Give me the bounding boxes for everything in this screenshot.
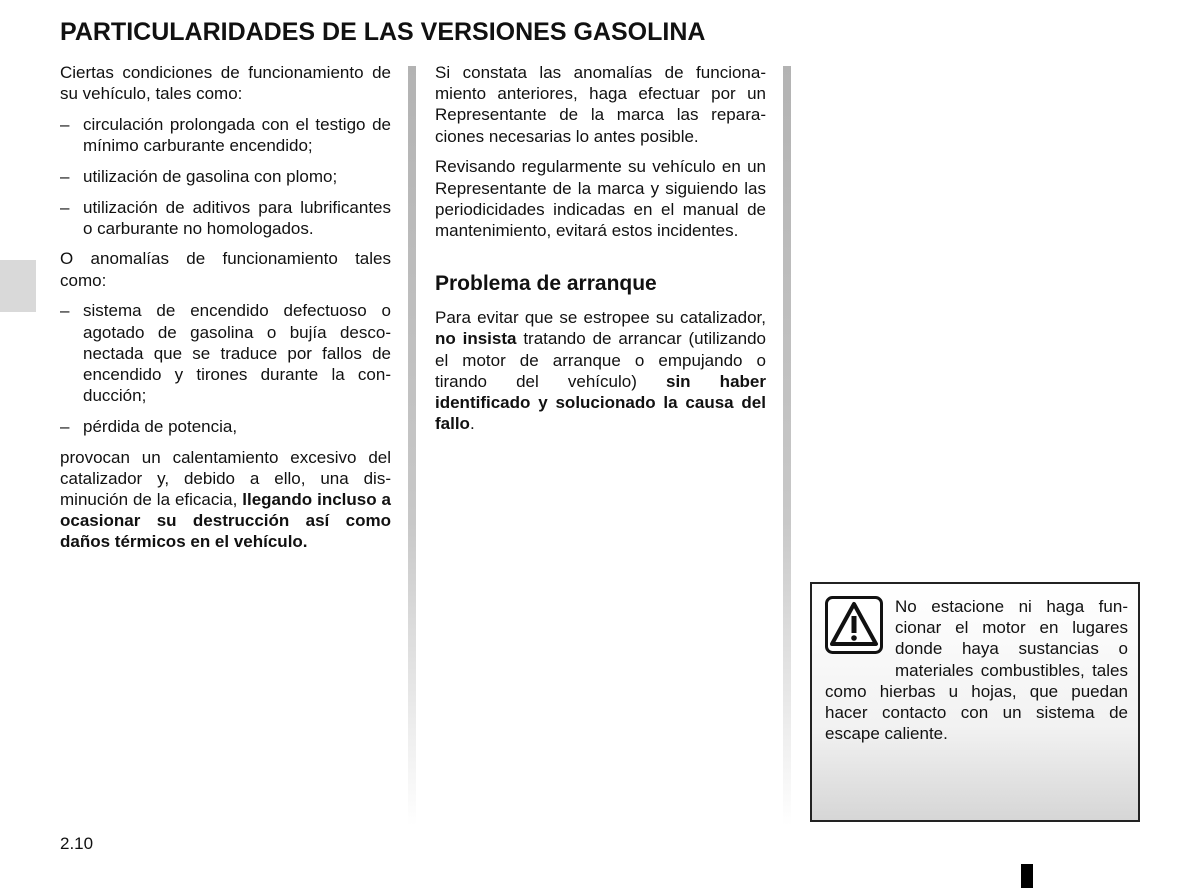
warning-text: No estacione ni haga funcionar el motor en lugares donde haya sustancias o materiales combustibles, tales como hierbas u hojas, que puedan hacer contacto con un sistema de escape caliente. <box>825 597 1128 744</box>
list-item <box>60 197 391 239</box>
chapter-tab <box>0 260 36 312</box>
condition-item-2: utilización de gasolina con plomo; <box>83 166 338 186</box>
starting-problem-paragraph <box>435 307 766 434</box>
bold-text-part: no insista <box>435 329 517 349</box>
list-item <box>60 416 391 437</box>
condition-item-1: circulación prolongada con el testigo de mínimo carburante encendido; <box>83 114 391 156</box>
dash: – <box>60 114 70 134</box>
text-part: Para evitar que se estropee su catalizador, <box>435 308 766 328</box>
list-item <box>60 300 391 406</box>
column-left <box>60 62 391 562</box>
warning-content <box>825 596 1128 744</box>
anomaly-item-1: sistema de encendido defectuoso o agotado de gasolina o bujía desconectada que se traduce por fallos de encendido y tirones durante la conducción; <box>83 301 391 406</box>
repair-paragraph: Si constata las anomalías de funcionamiento anteriores, haga efectuar por un Representante de la marca las reparaciones necesarias lo antes posible. <box>435 63 766 146</box>
dash: – <box>60 166 70 186</box>
warning-box <box>810 582 1140 822</box>
page-number: 2.10 <box>60 834 94 853</box>
page-edge-marker <box>1021 864 1033 888</box>
anomalies-intro: O anomalías de funcionamiento tales como: <box>60 249 391 290</box>
dash: – <box>60 416 70 436</box>
anomaly-item-2: pérdida de potencia, <box>83 416 238 436</box>
warning-triangle-icon <box>825 596 883 654</box>
conditions-intro: Ciertas condiciones de funcionamiento de su vehículo, tales como: <box>60 63 391 104</box>
text-part: tratando de arrancar (utilizando el motor de arranque o empujando o tirando del vehículo) <box>435 329 766 391</box>
text-part: . <box>469 414 475 434</box>
column-separator-1 <box>408 66 416 826</box>
column-separator-2 <box>783 66 791 826</box>
list-item <box>60 166 391 187</box>
consequence-paragraph <box>60 447 391 553</box>
bold-text-part: sin haber identificado y solucionado la causa del fallo <box>435 371 766 434</box>
warning-icon-space <box>825 596 895 680</box>
section-heading: Problema de arranque <box>435 272 657 296</box>
page-title: PARTICULARIDADES DE LAS VERSIONES GASOLINA <box>60 18 706 46</box>
dash: – <box>60 197 70 217</box>
list-item <box>60 114 391 156</box>
column-middle <box>435 62 766 444</box>
maintenance-paragraph: Revisando regularmente su vehículo en un Representante de la marca y siguiendo las periodicidades indicadas en el manual de mantenimiento, evitará estos incidentes. <box>435 157 766 240</box>
condition-item-3: utilización de aditivos para lubrificantes o carburante no homologados. <box>83 197 391 238</box>
consequence-text: provocan un calentamiento excesivo del catalizador y, debido a ello, una disminución de la eficacia, <box>60 447 391 509</box>
dash: – <box>60 301 70 321</box>
consequence-bold-text: llegando incluso a ocasionar su destrucción así como daños térmicos en el vehículo. <box>60 489 391 552</box>
